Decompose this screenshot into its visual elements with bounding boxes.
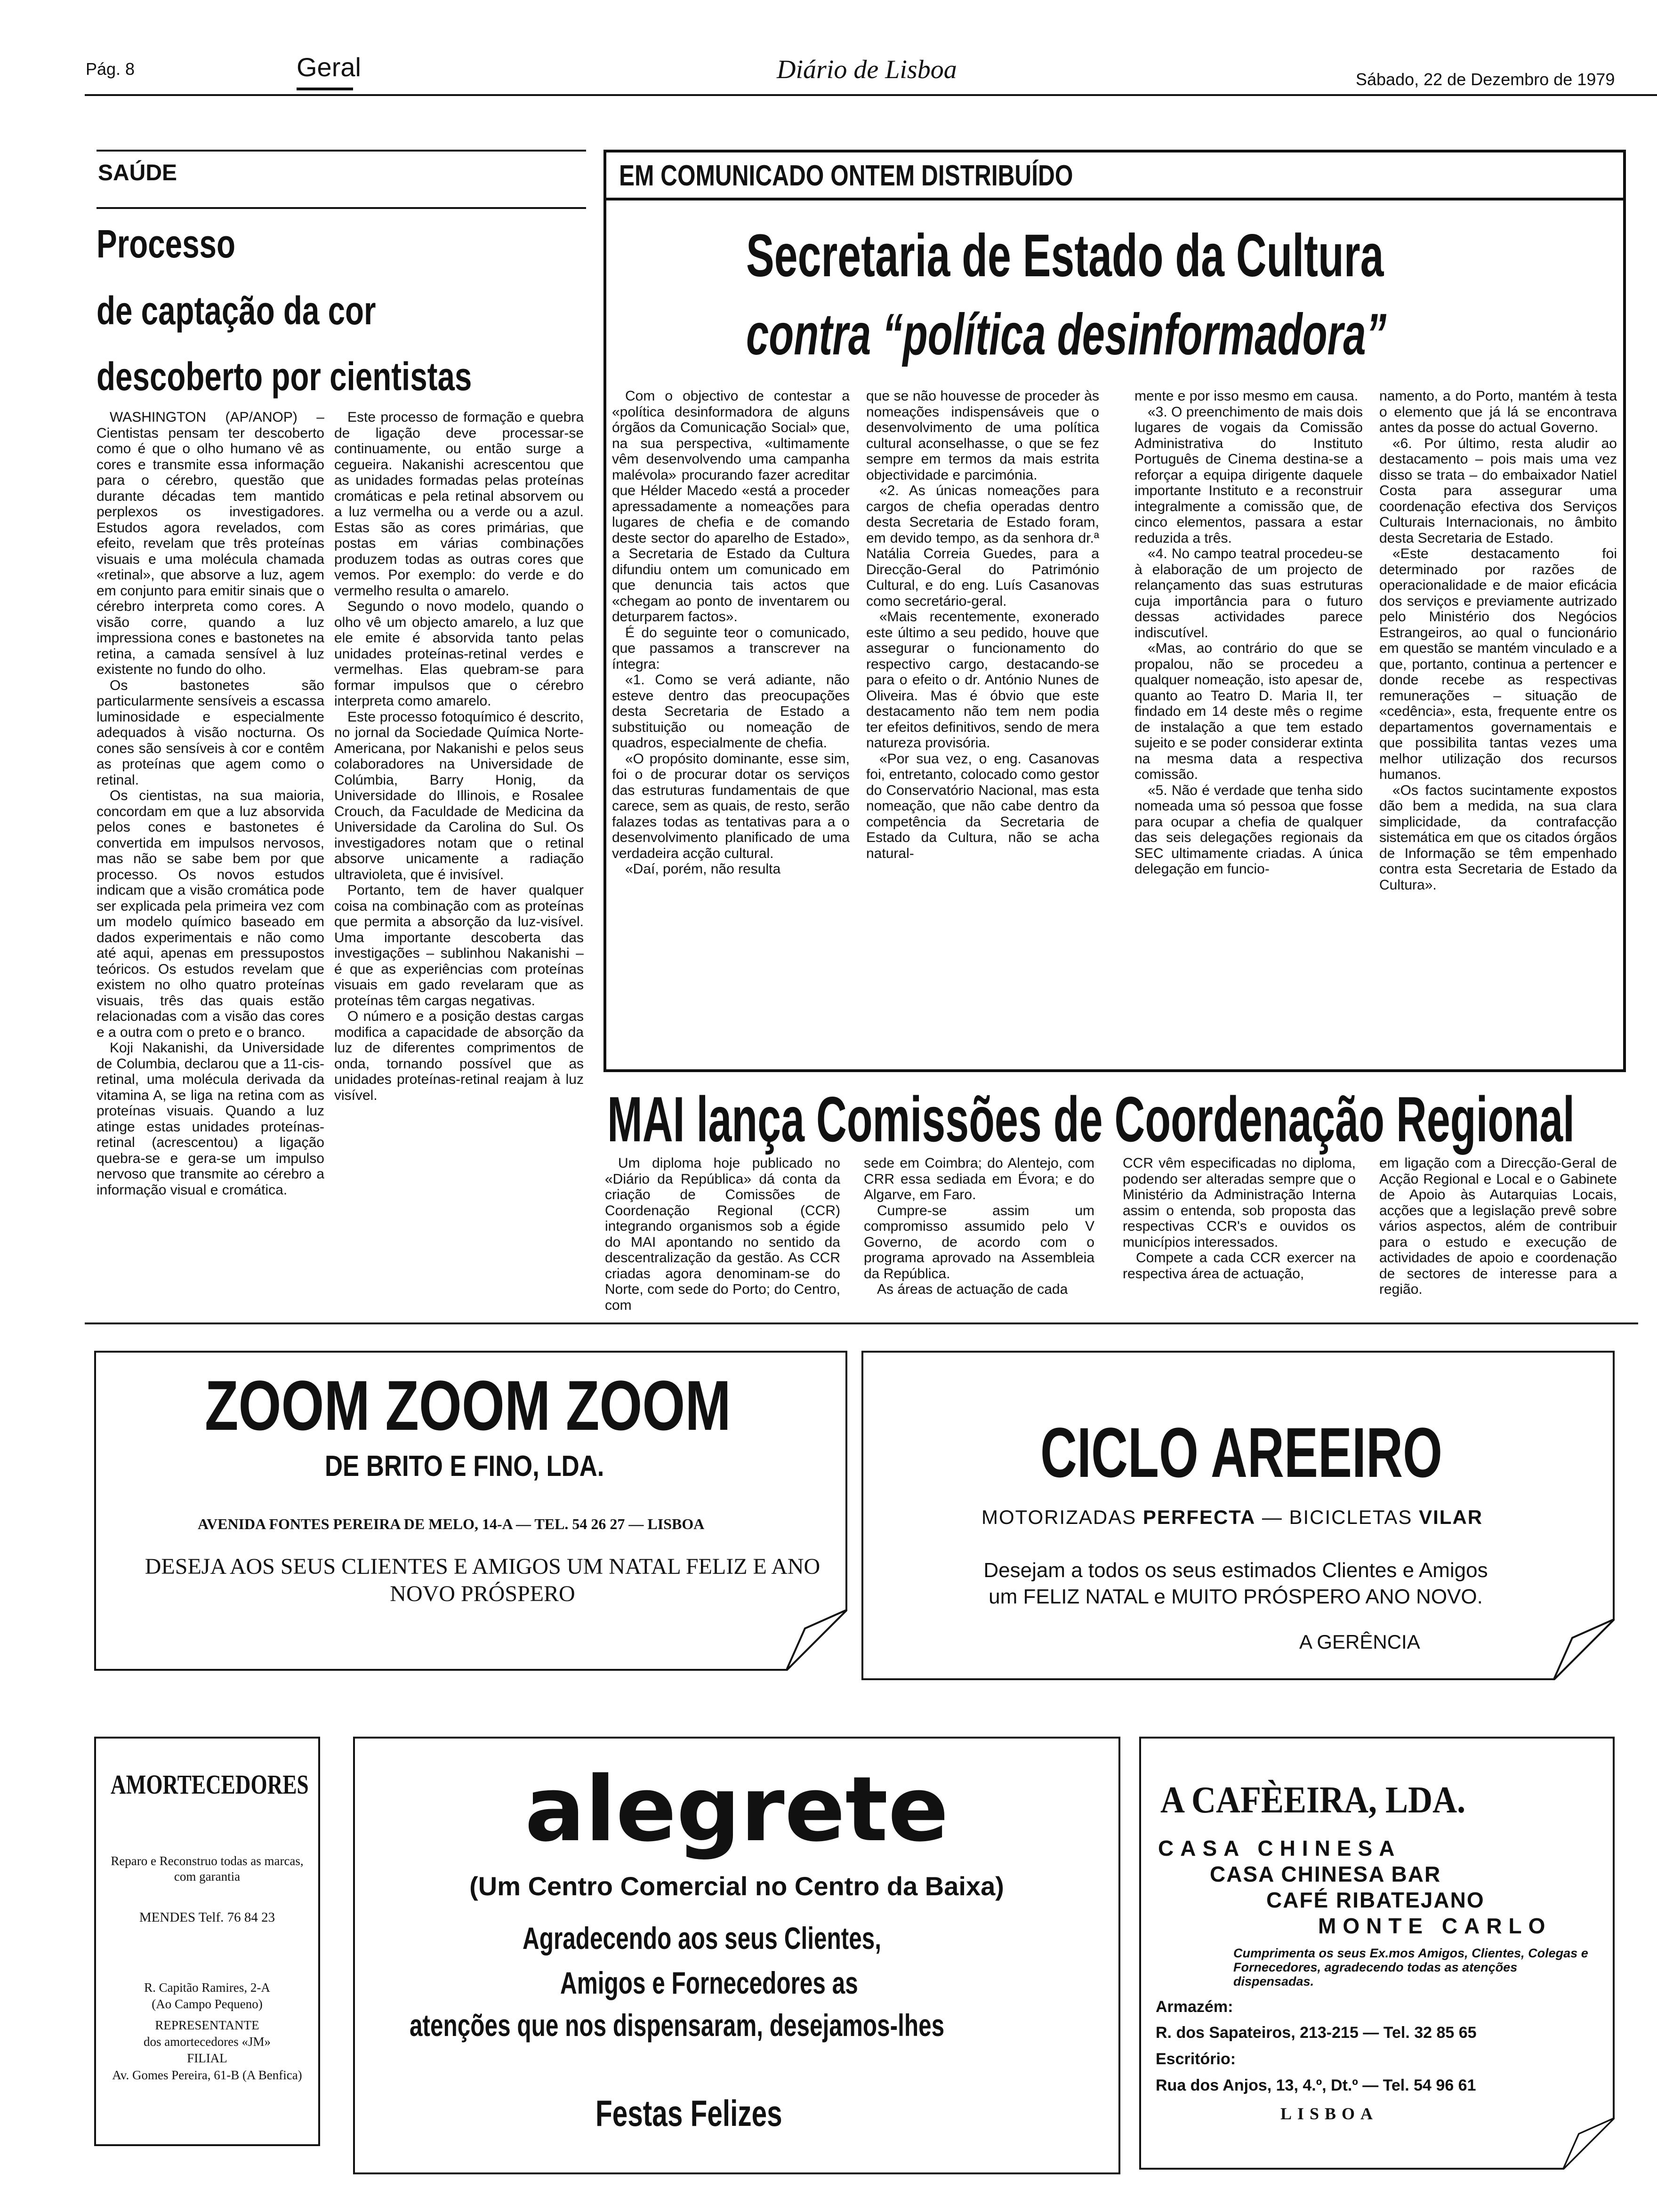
paragraph: Os bastonetes são particularmente sensíveis a escassa luminosidade e especialmente adequados à visão nocturna. Os cones são sensíveis à cor e contêm as proteínas que agem como o retinal.: [97, 677, 324, 788]
mai-column-1: [605, 1155, 840, 1313]
header-rule: [85, 94, 1657, 96]
paragraph: namento, a do Porto, mantém à testa o elemento que já lá se encontrava antes da posse do actual Governo.: [1379, 388, 1617, 435]
saude-rubric-underline: [97, 207, 586, 209]
saude-column-1: [97, 409, 324, 1198]
cafeeira-line-8: Escritório:: [1156, 2050, 1236, 2068]
amort-line-7: FILIAL: [187, 2051, 227, 2065]
amort-line-4: (Ao Campo Pequeno): [152, 1997, 263, 2011]
zoom-address: AVENIDA FONTES PEREIRA DE MELO, 14-A — TEL. 54 26 27 — LISBOA: [198, 1515, 705, 1532]
paragraph: É do seguinte teor o comunicado, que passamos a transcrever na íntegra:: [612, 625, 850, 672]
masthead: Diário de Lisboa: [777, 55, 957, 84]
amort-title: AMORTECEDORES: [111, 1769, 309, 1800]
paragraph: «5. Não é verdade que tenha sido nomeada uma só pessoa que fosse para ocupar a chefia de qualquer das seis delegações regionais da SEC ultimamente criadas. A única delegação em funcio-: [1134, 782, 1363, 877]
alegrete-line-4: Festas Felizes: [595, 2092, 782, 2134]
page-number: Pág. 8: [86, 59, 135, 79]
section-label: Geral: [297, 52, 361, 82]
mai-column-3: [1123, 1155, 1356, 1282]
paragraph: «6. Por último, resta aludir ao destacamento – pois mais uma vez disso se trata – do embaixador Natiel Costa para assegurar uma coordenação efectiva dos Serviços Culturais Internacionais, no âmbito desta Secretaria de Estado.: [1379, 435, 1617, 546]
paragraph: «Mais recentemente, exonerado este último a seu pedido, houve que assegurar o funcionamento do respectivo cargo, destacando-se para o efeito o dr. António Nunes de Oliveira. Mas é óbvio que este destacamento não tem nem podia ter efeitos definitivos, sendo de mera natureza provisória.: [866, 609, 1099, 751]
paragraph: sede em Coimbra; do Alentejo, com CRR essa sediada em Évora; e do Algarve, em Faro.: [864, 1155, 1094, 1202]
ciclo-subtitle-c: — BICICLETAS: [1255, 1506, 1419, 1528]
cafeeira-line-4: MONTE CARLO: [1318, 1914, 1552, 1938]
mai-headline: MAI lança Comissões de Coordenação Regional: [607, 1083, 1575, 1155]
cultura-column-1: [612, 388, 850, 877]
section-divider: [85, 1322, 1638, 1324]
paragraph: WASHINGTON (AP/ANOP) – Cientistas pensam ter descoberto como é que o olho humano vê as cores e transmite essa informação para o cérebro, questão que durante décadas tem mantido perplexos os investigadores. Estudos agora revelados, com efeito, revelam que três proteínas visuais e uma molécula chamada «retinal», que absorve a luz, agem em conjunto para emitir sinais que o cérebro interpreta como cores. A visão corre, quando a luz impressiona cones e bastonetes na retina, a camada sensível à luz existente no fundo do olho.: [97, 409, 324, 677]
ciclo-greeting-1: Desejam a todos os seus estimados Clientes e Amigos: [983, 1559, 1488, 1582]
cultura-column-4: [1379, 388, 1617, 893]
saude-headline-3: descoberto por cientistas: [97, 354, 472, 399]
paragraph: em ligação com a Direcção-Geral de Acção Regional e Local e o Gabinete de Apoio às Autarquias Locais, acções que a legislação prevê sobre vários aspectos, além de contribuir para o estudo e execução de actividades de apoio e coordenação de sectores de interesse para a região.: [1379, 1155, 1617, 1297]
mai-column-2: [864, 1155, 1094, 1298]
alegrete-tagline: (Um Centro Comercial no Centro da Baixa): [469, 1871, 1004, 1901]
mai-column-4: [1379, 1155, 1617, 1298]
cultura-headline-2: contra “política desinformadora”: [746, 302, 1387, 367]
paragraph: Os cientistas, na sua maioria, concordam em que a luz absorvida pelos cones e bastonetes é convertida em impulsos nervosos, mas não se sabe bem por que processo. Os novos estudos indicam que a visão cromática pode ser explicada pela primeira vez com um modelo químico baseado em dados experimentais e não como até aqui, apenas em pressupostos teóricos. Os estudos revelam que existem no olho quatro proteínas visuais, três das quais estão relacionadas com a visão das cores e a outra com o preto e o branco.: [97, 788, 324, 1040]
cafeeira-title: A CAFÈEIRA, LDA.: [1160, 1779, 1466, 1821]
section-underline: [297, 88, 353, 90]
paragraph: Segundo o novo modelo, quando o olho vê um objecto amarelo, a luz que ele emite é absorvida tanto pelas unidades proteínas-retinal verdes e vermelhas. Elas quebram-se para formar impulsos que o cérebro interpreta como amarelo.: [334, 599, 584, 709]
paragraph: «Daí, porém, não resulta: [625, 861, 781, 877]
cultura-kicker: EM COMUNICADO ONTEM DISTRIBUÍDO: [619, 160, 1073, 192]
ciclo-subtitle-b: PERFECTA: [1142, 1506, 1256, 1528]
paragraph: «4. No campo teatral procedeu-se à elaboração de um projecto de relançamento das suas estruturas cuja importância para o futuro dessas actividades parece indiscutível.: [1134, 546, 1363, 641]
page-curl-icon: [786, 1610, 847, 1671]
paragraph: «1. Como se verá adiante, não esteve dentro das preocupações desta Secretaria de Estado a substituição ou nomeação de quadros, especialmente de chefia.: [612, 672, 850, 751]
cafeeira-line-5: Cumprimenta os seus Ex.mos Amigos, Clientes, Colegas e Fornecedores, agradecendo todas as atenções dispensadas.: [1233, 1946, 1588, 1988]
zoom-greeting: DESEJA AOS SEUS CLIENTES E AMIGOS UM NATAL FELIZ E ANO NOVO PRÓSPERO: [145, 1554, 820, 1606]
paragraph: O número e a posição destas cargas modifica a capacidade de absorção da luz de diferentes comprimentos de onda, tornando possível que as unidades proteínas-retinal reajam à luz visível.: [334, 1009, 584, 1103]
ciclo-subtitle-a: MOTORIZADAS: [981, 1506, 1143, 1528]
paragraph: As áreas de actuação de cada: [877, 1282, 1068, 1297]
paragraph: Koji Nakanishi, da Universidade de Columbia, declarou que a 11-cis-retinal, uma molécula derivada da vitamina A, se liga na retina com as proteínas visuais. Quando a luz atinge estas unidades proteínas-retinal (acrescentou) a ligação quebra-se e gera-se um impulso nervoso que transmite ao cérebro a informação visual e cromática.: [97, 1040, 324, 1198]
cafeeira-line-9: Rua dos Anjos, 13, 4.º, Dt.º — Tel. 54 96 61: [1156, 2076, 1476, 2094]
ciclo-subtitle-d: VILAR: [1419, 1506, 1483, 1528]
cafeeira-line-1: CASA CHINESA: [1158, 1836, 1401, 1860]
amort-line-3: R. Capitão Ramires, 2-A: [144, 1980, 270, 1995]
page-curl-icon: [1563, 2118, 1615, 2170]
paragraph: que se não houvesse de proceder às nomeações indispensáveis que o desenvolvimento de uma política cultural aconselhasse, o que se fez sempre em termos da mais estrita objectividade e parcimónia.: [866, 388, 1099, 483]
alegrete-line-3: atenções que nos dispensaram, desejamos-lhes: [410, 2008, 945, 2043]
cultura-headline-1: Secretaria de Estado da Cultura: [746, 222, 1384, 289]
saude-rubric-rule: [97, 150, 586, 152]
cafeeira-line-3: CAFÉ RIBATEJANO: [1266, 1888, 1485, 1912]
amort-line-8: Av. Gomes Pereira, 61-B (A Benfica): [112, 2068, 302, 2082]
alegrete-line-1: Agradecendo aos seus Clientes,: [523, 1921, 882, 1956]
paragraph: «Mas, ao contrário do que se propalou, não se procedeu a qualquer nomeação, isto apesar de, quanto ao Teatro D. Maria II, ter findado em 14 deste mês o regime de instalação a que tem estado sujeito e se poder considerar extinta na mesma data a respectiva comissão.: [1134, 641, 1363, 782]
cafeeira-line-7: R. dos Sapateiros, 213-215 — Tel. 32 85 65: [1156, 2024, 1477, 2042]
paragraph: «O propósito dominante, esse sim, foi o de procurar dotar os serviços das estruturas fundamentais de que carece, sem as quais, de resto, serão falazes todas as tentativas para a o desenvolvimento planificado de uma verdadeira acção cultural.: [612, 751, 850, 861]
paragraph: Com o objectivo de contestar a «política desinformadora de alguns órgãos da Comunicação Social» que, na sua perspectiva, «ultimamente vêm desenvolvendo uma campanha malévola» procurando fazer acreditar que Hélder Macedo «está a proceder apressadamente a nomeações para lugares de chefia e de comando deste sector do aparelho de Estado», a Secretaria de Estado da Cultura difundiu ontem um comunicado em que denuncia tais actos que «chegam ao ponto de inventarem ou deturparem factos».: [612, 388, 850, 625]
paragraph: Cumpre-se assim um compromisso assumido pelo V Governo, de acordo com o programa aprovado na Assembleia da República.: [864, 1202, 1094, 1282]
paragraph: CCR vêm especificadas no diploma, podendo ser alteradas sempre que o Ministério da Administração Interna assim o entenda, sob proposta das respectivas CCR's e ouvidos os municípios interessados.: [1123, 1155, 1356, 1250]
amort-line-1: Reparo e Reconstruo todas as marcas, com garantia: [111, 1854, 304, 1883]
paragraph: Este processo de formação e quebra de ligação deve processar-se continuamente, ou então surge a cegueira. Nakanishi acrescentou que as unidades formadas pelas proteínas cromáticas e pela retinal absorvem ou a luz vermelha ou a verde ou a azul. Estas são as cores primárias, que postas em várias combinações produzem todas as outras cores que vemos. Por exemplo: do verde e do vermelho resulta o amarelo.: [334, 409, 584, 599]
saude-headline-1: Processo: [97, 222, 236, 266]
ciclo-sign: A GERÊNCIA: [1299, 1631, 1420, 1653]
paragraph: Portanto, tem de haver qualquer coisa na combinação com as proteínas que permita a absorção da luz-visível. Uma importante descoberta das investigações – sublinhou Nakanishi – é que as experiências com proteínas visuais em gado revelaram que as proteínas têm cargas negativas.: [334, 882, 584, 1009]
amort-line-5: REPRESENTANTE: [155, 2018, 259, 2032]
paragraph: «2. As únicas nomeações para cargos de chefia operadas dentro desta Secretaria de Estado foram, em devido tempo, as da senhora dr.ª Natália Correia Guedes, para a Direcção-Geral do Património Cultural, e do eng. Luís Casanovas como secretário-geral.: [866, 483, 1099, 609]
paragraph: «3. O preenchimento de mais dois lugares de vogais da Comissão Administrativa do Instituto Português de Cinema destina-se a reforçar a equipa dirigente daquele importante Instituto e a reconstruir integralmente a comissão que, de cinco elementos, passara a estar reduzida a três.: [1134, 404, 1363, 546]
paragraph: «Os factos sucintamente expostos dão bem a medida, na sua clara simplicidade, da contrafacção sistemática em que os citados órgãos de Informação se têm empenhado contra esta Secretaria de Estado da Cultura».: [1379, 782, 1617, 893]
zoom-title: ZOOM ZOOM ZOOM: [205, 1366, 731, 1445]
ciclo-subtitle: [981, 1506, 1483, 1529]
ciclo-title: CICLO AREEIRO: [1040, 1413, 1443, 1492]
cafeeira-line-10: LISBOA: [1280, 2104, 1379, 2123]
zoom-company: DE BRITO E FINO, LDA.: [325, 1450, 604, 1483]
date: Sábado, 22 de Dezembro de 1979: [1356, 70, 1615, 89]
cultura-kicker-rule: [603, 198, 1626, 200]
amort-line-2: MENDES Telf. 76 84 23: [139, 1910, 275, 1925]
page-curl-icon: [1553, 1619, 1615, 1680]
saude-headline-2: de captação da cor: [97, 289, 376, 333]
alegrete-logo: alegrete: [524, 1757, 949, 1861]
saude-rubric: SAÚDE: [98, 160, 177, 185]
alegrete-line-2: Amigos e Fornecedores as: [560, 1965, 858, 2000]
cultura-column-2: [866, 388, 1099, 861]
paragraph: mente e por isso mesmo em causa.: [1134, 388, 1359, 404]
ciclo-greeting-2: um FELIZ NATAL e MUITO PRÓSPERO ANO NOVO.: [989, 1585, 1483, 1608]
cafeeira-line-2: CASA CHINESA BAR: [1210, 1862, 1441, 1886]
paragraph: «Por sua vez, o eng. Casanovas foi, entretanto, colocado como gestor do Conservatório Nacional, mas esta nomeação, que não cabe dentro da competência da Secretaria de Estado da Cultura, não se acha natural-: [866, 751, 1099, 861]
saude-column-2: [334, 409, 584, 1103]
amort-line-6: dos amortecedores «JM»: [144, 2035, 271, 2049]
paragraph: Este processo fotoquímico é descrito, no jornal da Sociedade Química Norte-Americana, por Nakanishi e pelos seus colaboradores na Universidade de Colúmbia, Barry Honig, da Universidade do Illinois, e Rosalee Crouch, da Faculdade de Medicina da Universidade da Carolina do Sul. Os investigadores notam que o retinal absorve unicamente a radiação ultravioleta, que é invisível.: [334, 709, 584, 882]
cafeeira-line-6: Armazém:: [1156, 1998, 1233, 2016]
paragraph: Um diploma hoje publicado no «Diário da República» dá conta da criação de Comissões de Coordenação Regional (CCR) integrando organismos sob a égide do MAI apontando no sentido da descentralização da gestão. As CCR criadas agora denominam-se do Norte, com sede do Porto; do Centro, com: [605, 1155, 840, 1313]
cultura-column-3: [1134, 388, 1363, 877]
paragraph: Compete a cada CCR exercer na respectiva área de actuação,: [1123, 1250, 1356, 1282]
paragraph: «Este destacamento foi determinado por razões de operacionalidade e de maior eficácia dos serviços e previamente autrizado pelo Ministério dos Negócios Estrangeiros, ao qual o funcionário em questão se mantém vinculado e a que, portanto, continua a pertencer e donde recebe as respectivas remunerações – situação de «cedência», esta, frequente entre os departamentos governamentais e que possibilita tantas vezes uma melhor utilização dos recursos humanos.: [1379, 546, 1617, 782]
